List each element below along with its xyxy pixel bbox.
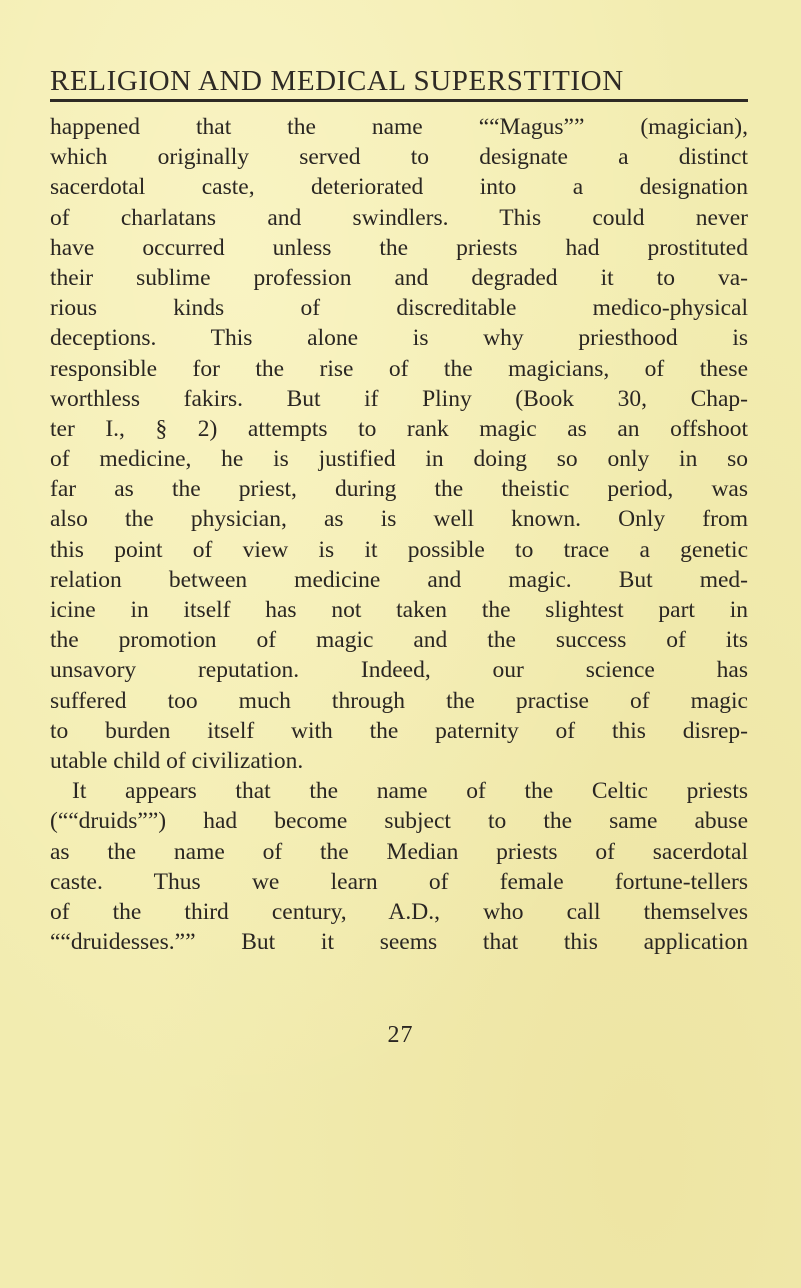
text-line: relation between medicine and magic. But med- xyxy=(50,566,748,593)
text-line: ““druidesses.”” But it seems that this application xyxy=(50,929,748,956)
text-line: suffered too much through the practise of magic xyxy=(50,687,748,714)
text-line: caste. Thus we learn of female fortune-tellers xyxy=(50,868,748,895)
text-line: unsavory reputation. Indeed, our science has xyxy=(50,657,748,684)
body-text xyxy=(50,112,748,957)
text-line: also the physician, as is well known. Only from xyxy=(50,506,748,533)
text-line: of medicine, he is justified in doing so only in so xyxy=(50,446,748,473)
text-line: of the third century, A.D., who call themselves xyxy=(50,898,748,925)
text-line: far as the priest, during the theistic period, was xyxy=(50,476,748,503)
text-line: as the name of the Median priests of sacerdotal xyxy=(50,838,748,865)
text-line: the promotion of magic and the success of its xyxy=(50,627,748,654)
text-line: their sublime profession and degraded it to va- xyxy=(50,264,748,291)
text-line: to burden itself with the paternity of this disrep- xyxy=(50,717,748,744)
running-head: RELIGION AND MEDICAL SUPERSTITION xyxy=(50,65,624,97)
header-rule xyxy=(50,99,748,102)
text-line: which originally served to designate a distinct xyxy=(50,144,748,171)
text-line: have occurred unless the priests had prostituted xyxy=(50,234,748,261)
text-line: (““druids””) had become subject to the same abuse xyxy=(50,808,748,835)
text-line: rious kinds of discreditable medico-physical xyxy=(50,295,748,322)
text-line: happened that the name ““Magus”” (magician), xyxy=(50,114,748,140)
paragraph-end-line: utable child of civilization. xyxy=(50,747,304,774)
text-line: deceptions. This alone is why priesthood is xyxy=(50,325,748,352)
text-line: sacerdotal caste, deteriorated into a designation xyxy=(50,174,748,201)
text-line: ter I., § 2) attempts to rank magic as an offshoot xyxy=(50,415,748,442)
paragraph-start-line: It appears that the name of the Celtic priests xyxy=(72,778,748,805)
text-line: worthless fakirs. But if Pliny (Book 30, Chap- xyxy=(50,385,748,412)
text-line: of charlatans and swindlers. This could never xyxy=(50,204,748,231)
page-number: 27 xyxy=(387,1022,414,1048)
text-line: responsible for the rise of the magicians, of these xyxy=(50,355,748,382)
text-line: icine in itself has not taken the slightest part in xyxy=(50,597,748,623)
text-line: this point of view is it possible to trace a genetic xyxy=(50,536,748,563)
